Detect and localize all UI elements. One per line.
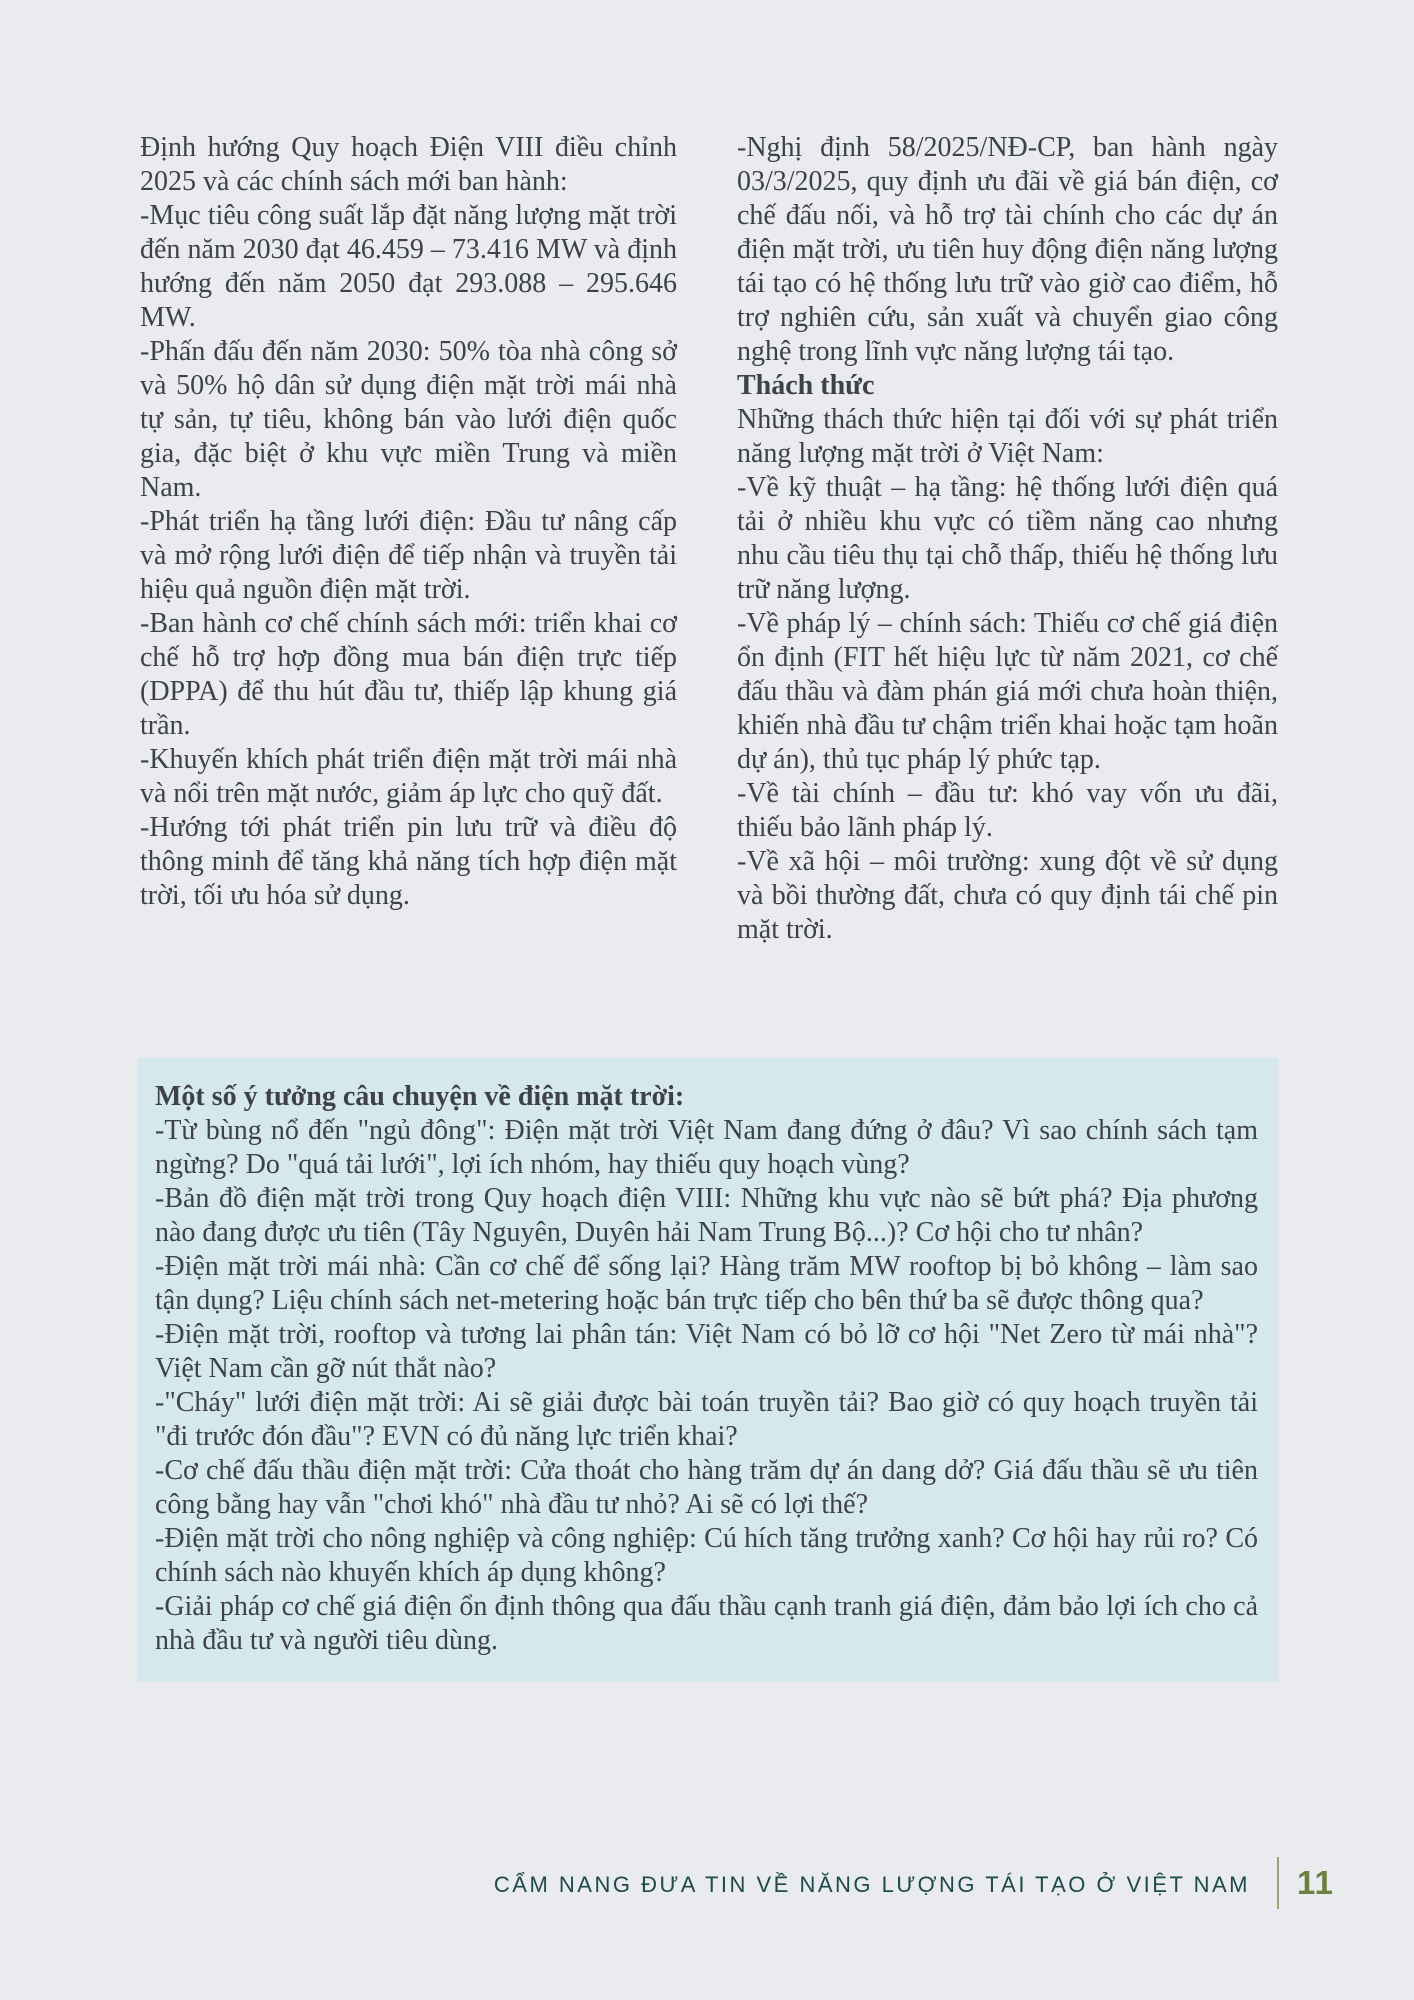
paragraph: -Về pháp lý – chính sách: Thiếu cơ chế giá điện ổn định (FIT hết hiệu lực từ năm 2021, cơ chế đấu thầu và đàm phán giá mới chưa hoàn thiện, khiến nhà đầu tư chậm triển khai hoặc tạm hoãn dự án), thủ tục pháp lý phức tạp.: [737, 608, 1278, 775]
story-ideas-box: [137, 1058, 1278, 1682]
story-idea-item: -Giải pháp cơ chế giá điện ổn định thông qua đấu thầu cạnh tranh giá điện, đảm bảo lợi ích cho cả nhà đầu tư và người tiêu dùng.: [155, 1591, 1258, 1656]
story-idea-item: -Cơ chế đấu thầu điện mặt trời: Cửa thoát cho hàng trăm dự án dang dở? Giá đấu thầu sẽ ưu tiên công bằng hay vẫn "chơi khó" nhà đầu tư nhỏ? Ai sẽ có lợi thế?: [155, 1455, 1258, 1520]
footer-divider: [1277, 1857, 1279, 1909]
paragraph: -Về xã hội – môi trường: xung đột về sử dụng và bồi thường đất, chưa có quy định tái chế pin mặt trời.: [737, 846, 1278, 945]
story-ideas-title: Một số ý tưởng câu chuyện về điện mặt trời:: [155, 1081, 685, 1112]
paragraph: -Nghị định 58/2025/NĐ-CP, ban hành ngày 03/3/2025, quy định ưu đãi về giá bán điện, cơ chế đấu nối, và hỗ trợ tài chính cho các dự án điện mặt trời, ưu tiên huy động điện năng lượng tái tạo có hệ thống lưu trữ vào giờ cao điểm, hỗ trợ nghiên cứu, sản xuất và chuyển giao công nghệ trong lĩnh vực năng lượng tái tạo.: [737, 132, 1278, 367]
paragraph: -Mục tiêu công suất lắp đặt năng lượng mặt trời đến năm 2030 đạt 46.459 – 73.416 MW và định hướng đến năm 2050 đạt 293.088 – 295.646 MW.: [140, 200, 677, 333]
paragraph: -Phát triển hạ tầng lưới điện: Đầu tư nâng cấp và mở rộng lưới điện để tiếp nhận và truyền tải hiệu quả nguồn điện mặt trời.: [140, 506, 677, 605]
story-idea-item: -Từ bùng nổ đến "ngủ đông": Điện mặt trời Việt Nam đang đứng ở đâu? Vì sao chính sách tạm ngừng? Do "quá tải lưới", lợi ích nhóm, hay thiếu quy hoạch vùng?: [155, 1115, 1258, 1180]
footer-title: CẨM NANG ĐƯA TIN VỀ NĂNG LƯỢNG TÁI TẠO Ở VIỆT NAM: [493, 1872, 1250, 1897]
paragraph: -Hướng tới phát triển pin lưu trữ và điều độ thông minh để tăng khả năng tích hợp điện mặt trời, tối ưu hóa sử dụng.: [140, 812, 677, 911]
challenges-heading: Thách thức: [737, 370, 875, 401]
story-idea-item: -"Cháy" lưới điện mặt trời: Ai sẽ giải được bài toán truyền tải? Bao giờ có quy hoạch truyền tải "đi trước đón đầu"? EVN có đủ năng lực triển khai?: [155, 1387, 1258, 1452]
paragraph: Định hướng Quy hoạch Điện VIII điều chỉnh 2025 và các chính sách mới ban hành:: [140, 132, 677, 197]
right-column: [737, 131, 1278, 947]
paragraph: -Ban hành cơ chế chính sách mới: triển khai cơ chế hỗ trợ hợp đồng mua bán điện trực tiếp (DPPA) để thu hút đầu tư, thiếp lập khung giá trần.: [140, 608, 677, 741]
story-idea-item: -Bản đồ điện mặt trời trong Quy hoạch điện VIII: Những khu vực nào sẽ bứt phá? Địa phương nào đang được ưu tiên (Tây Nguyên, Duyên hải Nam Trung Bộ...)? Cơ hội cho tư nhân?: [155, 1183, 1258, 1248]
paragraph: -Về tài chính – đầu tư: khó vay vốn ưu đãi, thiếu bảo lãnh pháp lý.: [737, 778, 1278, 843]
story-idea-item: -Điện mặt trời, rooftop và tương lai phân tán: Việt Nam có bỏ lỡ cơ hội "Net Zero từ mái nhà"? Việt Nam cần gỡ nút thắt nào?: [155, 1319, 1258, 1384]
left-column: [140, 131, 677, 913]
story-idea-item: -Điện mặt trời mái nhà: Cần cơ chế để sống lại? Hàng trăm MW rooftop bị bỏ không – làm sao tận dụng? Liệu chính sách net-metering hoặc bán trực tiếp cho bên thứ ba sẽ được thông qua?: [155, 1251, 1258, 1316]
page-number: 11: [1297, 1864, 1334, 1901]
paragraph: Những thách thức hiện tại đối với sự phát triển năng lượng mặt trời ở Việt Nam:: [737, 404, 1278, 469]
story-idea-item: -Điện mặt trời cho nông nghiệp và công nghiệp: Cú hích tăng trưởng xanh? Cơ hội hay rủi ro? Có chính sách nào khuyến khích áp dụng không?: [155, 1523, 1258, 1588]
paragraph: -Khuyến khích phát triển điện mặt trời mái nhà và nổi trên mặt nước, giảm áp lực cho quỹ đất.: [140, 744, 677, 809]
paragraph: -Phấn đấu đến năm 2030: 50% tòa nhà công sở và 50% hộ dân sử dụng điện mặt trời mái nhà tự sản, tự tiêu, không bán vào lưới điện quốc gia, đặc biệt ở khu vực miền Trung và miền Nam.: [140, 336, 677, 503]
paragraph: -Về kỹ thuật – hạ tầng: hệ thống lưới điện quá tải ở nhiều khu vực có tiềm năng cao nhưng nhu cầu tiêu thụ tại chỗ thấp, thiếu hệ thống lưu trữ năng lượng.: [737, 472, 1278, 605]
